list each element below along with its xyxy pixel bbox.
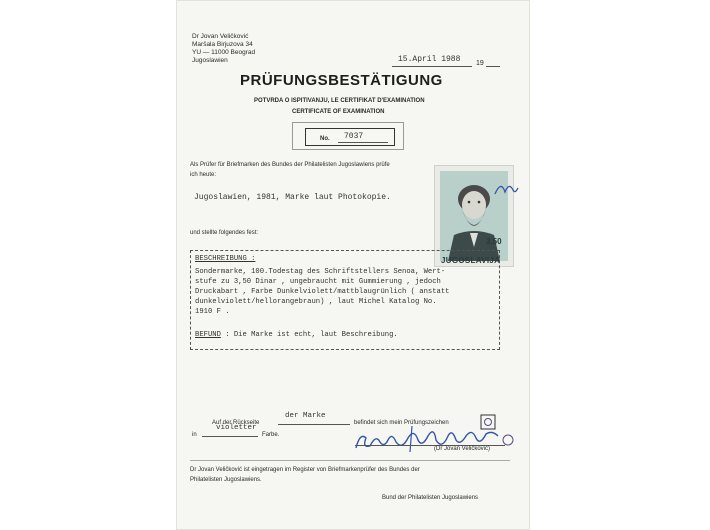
back-note-part4: Farbe.: [262, 432, 280, 438]
back-note-part1: Auf der Rückseite: [212, 420, 260, 426]
subtitle-multilingual: POTVRDA O ISPITIVANJU, LE CERTIFIKAT D'EXAMINATION: [254, 98, 425, 104]
date-typed: 15.April 1988: [398, 55, 461, 64]
date-year-suffix: 19: [476, 60, 484, 67]
found-line: und stellte folgendes fest:: [190, 230, 259, 236]
description-line-2: stufe zu 3,50 Dinar , ungebraucht mit Gummierung , jedoch: [195, 278, 441, 286]
number-box: [305, 128, 395, 146]
footer-organization: Bund der Philatelisten Jugoslawiens: [382, 495, 479, 501]
intro-line-2: ich heute:: [190, 172, 217, 178]
description-line-1: Sondermarke, 100.Todestag des Schriftstellers Senoa, Wert-: [195, 268, 446, 276]
address-block: [192, 33, 255, 65]
intro-line-1: Als Prüfer für Briefmarken des Bundes der Philatelisten Jugoslawiens prüfe: [190, 162, 390, 168]
subtitle-english: CERTIFICATE OF EXAMINATION: [292, 109, 385, 115]
address-line-city: YU — 11000 Beograd: [192, 49, 256, 56]
item-description: Jugoslawien, 1981, Marke laut Photokopie.: [194, 193, 391, 202]
stamp-value: 3,50: [486, 237, 502, 246]
back-note-part2: befindet sich mein Prüfungszeichen: [354, 420, 449, 426]
description-heading: BESCHREIBUNG :: [195, 255, 256, 263]
befund-text: : Die Marke ist echt, laut Beschreibung.: [225, 331, 398, 339]
footer-line-2: Philatelisten Jugoslawiens.: [190, 477, 262, 483]
befund-label: BEFUND: [195, 331, 221, 339]
address-line-street: Maršala Birjuzova 34: [192, 41, 253, 48]
back-note-underline2: [202, 436, 258, 437]
back-note-filled1: der Marke: [285, 412, 326, 420]
back-note-filled2: violetter: [216, 424, 257, 432]
description-line-5: 1910 F .: [195, 308, 230, 316]
page-title: PRÜFUNGSBESTÄTIGUNG: [240, 72, 443, 89]
footer-divider: [190, 460, 510, 461]
date-underline: [392, 66, 472, 67]
back-note-underline1: [278, 424, 350, 425]
number-label: No.: [320, 136, 330, 142]
date-year-underline: [486, 66, 500, 67]
description-box: [190, 250, 500, 350]
description-line-3: Druckabart , Farbe Dunkelviolett/mattblaugrünlich ( anstatt: [195, 288, 450, 296]
description-line-4: dunkelviolett/hellorangebraun) , laut Michel Katalog No.: [195, 298, 437, 306]
number-underline: [338, 142, 388, 143]
signature-caption: (Dr Jovan Veličković): [434, 446, 491, 452]
address-line-country: Jugoslawien: [192, 57, 228, 64]
address-line-name: Dr Jovan Veličković: [192, 33, 249, 40]
footer-line-1: Dr Jovan Veličković ist eingetragen im Register von Briefmarkenprüfer des Bundes der: [190, 467, 420, 473]
back-note-part3: in: [192, 432, 197, 438]
befund-line: [195, 331, 398, 339]
number-value: 7037: [344, 132, 364, 141]
pen-mark-icon: [493, 178, 519, 200]
stamp-label: JUGOSLAVIJA: [441, 256, 501, 265]
